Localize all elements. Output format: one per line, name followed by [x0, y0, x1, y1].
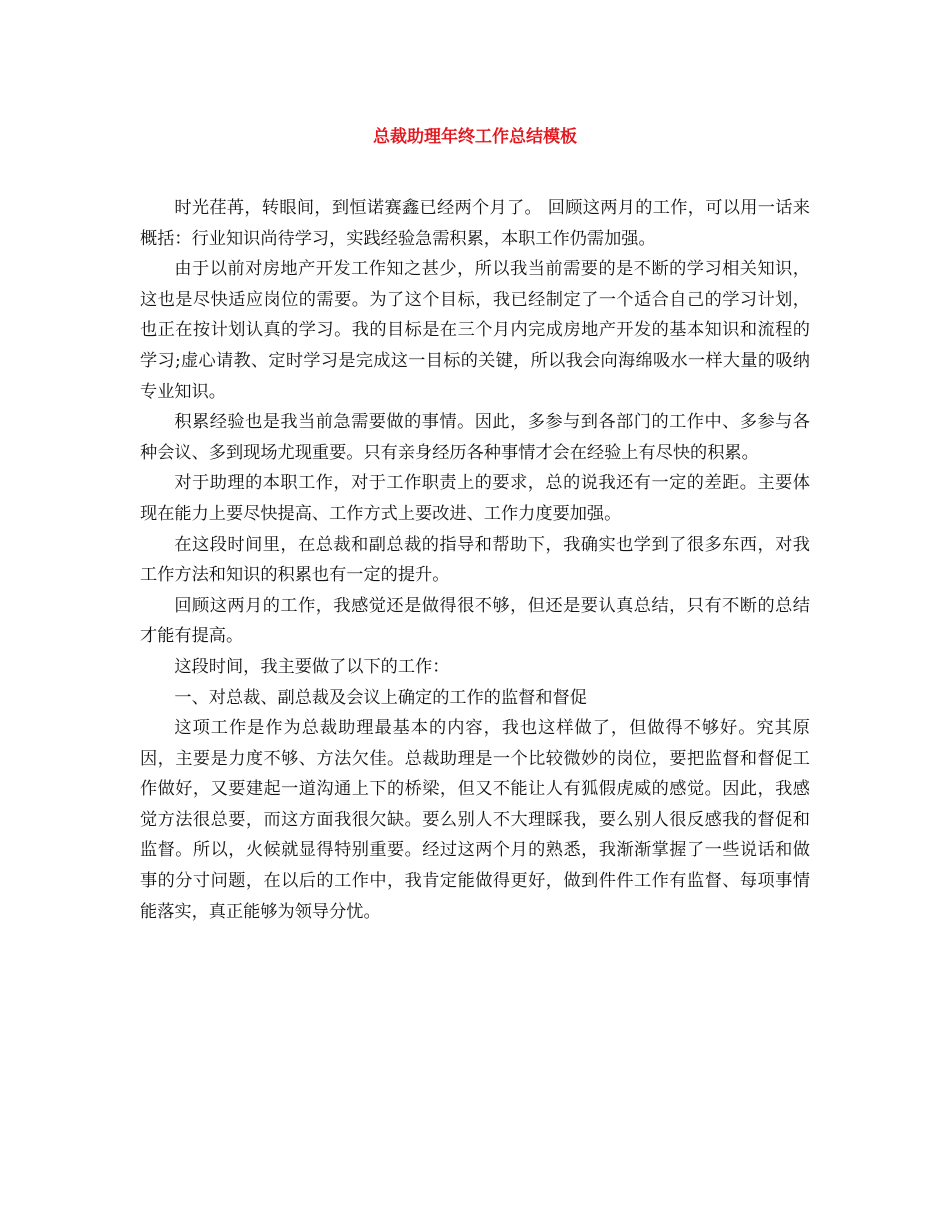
paragraph-4: 对于助理的本职工作，对于工作职责上的要求，总的说我还有一定的差距。主要体现在能力上要尽快提高、工作方式上要改进、工作力度要加强。	[140, 473, 810, 524]
paragraph-2: 由于以前对房地产开发工作知之甚少，所以我当前需要的是不断的学习相关知识，这也是尽快适应岗位的需要。为了这个目标，我已经制定了一个适合自己的学习计划，也正在按计划认真的学习。我的目标是在三个月内完成房地产开发的基本知识和流程的学习;虚心请教、定时学习是完成这一目标的关键，所以我会向海绵吸水一样大量的吸纳专业知识。	[140, 259, 810, 402]
paragraph-3: 积累经验也是我当前急需要做的事情。因此，多参与到各部门的工作中、多参与各种会议、多到现场尤现重要。只有亲身经历各种事情才会在经验上有尽快的积累。	[140, 412, 810, 463]
document-title: 总裁助理年终工作总结模板	[373, 127, 577, 147]
document-body	[140, 193, 810, 927]
section-heading-1: 一、对总裁、副总裁及会议上确定的工作的监督和督促	[174, 687, 587, 708]
paragraph-7: 这段时间，我主要做了以下的工作：	[174, 656, 450, 677]
paragraph-6: 回顾这两月的工作，我感觉还是做得很不够，但还是要认真总结，只有不断的总结才能有提高。	[140, 595, 810, 647]
paragraph-8: 这项工作是作为总裁助理最基本的内容，我也这样做了，但做得不够好。究其原因，主要是力度不够、方法欠佳。总裁助理是一个比较微妙的岗位，要把监督和督促工作做好，又要建起一道沟通上下的桥梁，但又不能让人有狐假虎威的感觉。因此，我感觉方法很总要，而这方面我很欠缺。要么别人不大理睬我，要么别人很反感我的督促和监督。所以，火候就显得特别重要。经过这两个月的熟悉，我渐渐掌握了一些说话和做事的分寸问题，在以后的工作中，我肯定能做得更好，做到件件工作有监督、每项事情能落实，真正能够为领导分忧。	[140, 718, 810, 922]
paragraph-1: 时光荏苒，转眼间，到恒诺赛鑫已经两个月了。 回顾这两月的工作，可以用一话来概括：行业知识尚待学习，实践经验急需积累，本职工作仍需加强。	[140, 198, 810, 249]
paragraph-5: 在这段时间里，在总裁和副总裁的指导和帮助下，我确实也学到了很多东西，对我工作方法和知识的积累也有一定的提升。	[140, 534, 810, 586]
